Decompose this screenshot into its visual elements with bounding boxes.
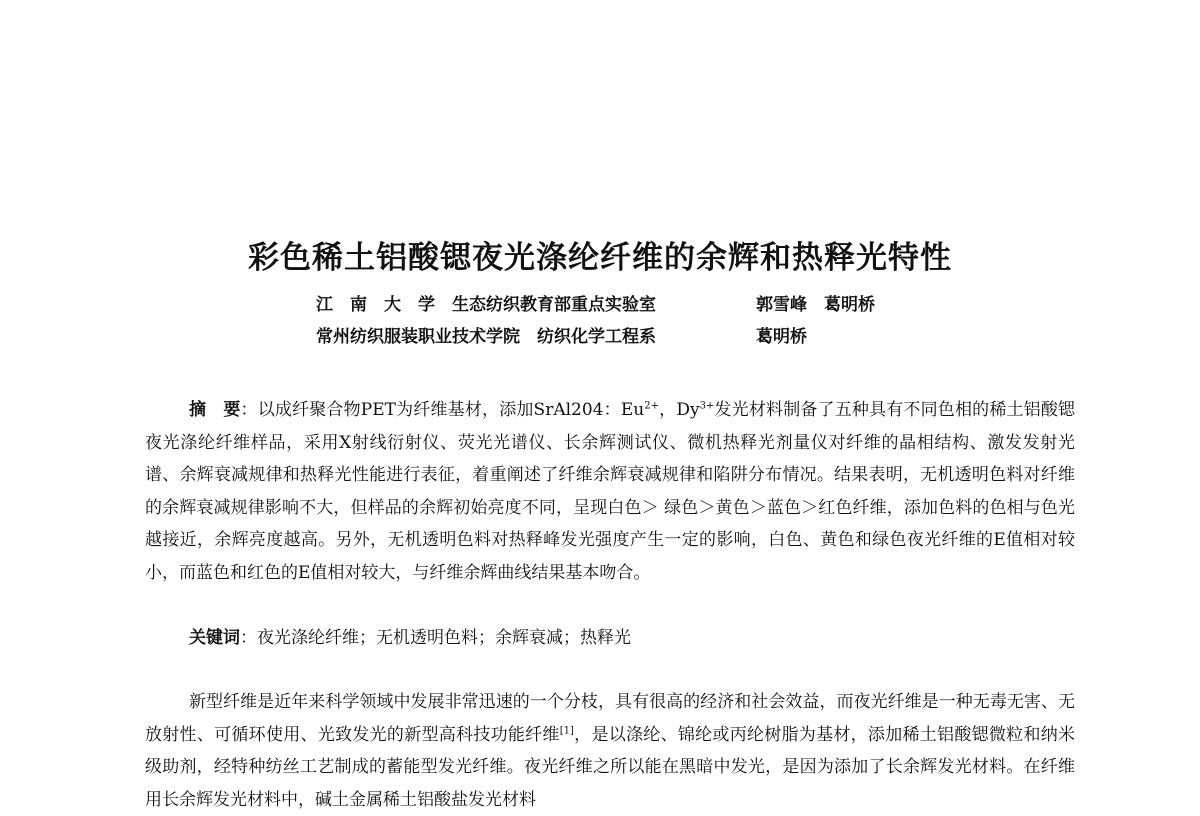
paper-title: 彩色稀土铝酸锶夜光涤纶纤维的余辉和热释光特性 xyxy=(248,240,952,276)
abstract-text: ，Dy xyxy=(658,400,700,420)
keywords-paragraph xyxy=(145,622,1075,655)
keywords-text: 夜光涤纶纤维；无机透明色料；余辉衰减；热释光 xyxy=(257,628,631,648)
affiliation-institution: 江 南 大 学 生态纺织教育部重点实验室 xyxy=(316,295,656,315)
affiliation-line-1 xyxy=(316,294,875,316)
superscript: 3+ xyxy=(699,400,715,412)
abstract-text: 以成纤聚合物PET为纤维基材，添加SrAl204：Eu xyxy=(257,400,645,420)
intro-text: ，是以涤纶、锦纶或丙纶树脂为基材，添加稀土铝酸锶微粒和纳米级助剂，经特种纺丝工艺制成的蓄能型发光纤维。夜光纤维之所以能在黑暗中发光，是因为添加了长余辉发光材料。在纤维用长余辉发光材料中，碱土金属稀土铝酸盐发光材料 xyxy=(145,724,1076,810)
affiliation-authors: 郭雪峰 葛明桥 xyxy=(756,295,875,315)
abstract-paragraph xyxy=(145,394,1075,589)
superscript: 2+ xyxy=(644,400,659,412)
affiliation-institution: 常州纺织服装职业技术学院 纺织化学工程系 xyxy=(316,327,656,347)
intro-text: 新型纤维是近年来科学领域中发展非常迅速的一个分枝，具有很高的经济和社会效益，而夜光纤维是一种无毒无害、无放射性、可循环使用、光致发光的新型高科技功能纤维 xyxy=(145,692,1075,745)
abstract-text: 发光材料制备了五种具有不同色相的稀土铝酸锶夜光涤纶纤维样品，采用X射线衍射仪、荧光光谱仪、长余辉测试仪、微机热释光剂量仪对纤维的晶相结构、激发发射光谱、余辉衰减规律和热释光性能进行表征，着重阐述了纤维余辉衰减规律和陷阱分布情况。结果表明，无机透明色料对纤维的余辉衰减规律影响不大，但样品的余辉初始亮度不同，呈现白色＞ 绿色＞黄色＞蓝色＞红色纤维，添加色料的色相与色光越接近，余辉亮度越高。另外，无机透明色料对热释峰发光强度产生一定的影响，白色、黄色和绿色夜光纤维的E值相对较小，而蓝色和红色的E值相对较大，与纤维余辉曲线结果基本吻合。 xyxy=(145,400,1076,583)
intro-paragraph xyxy=(145,686,1075,816)
affiliation-authors: 葛明桥 xyxy=(756,327,807,347)
keywords-separator: ： xyxy=(240,628,257,648)
abstract-label: 摘 要 xyxy=(189,400,241,420)
keywords-label: 关键词 xyxy=(189,628,240,648)
citation: [1] xyxy=(559,724,574,736)
affiliation-line-2 xyxy=(316,326,807,348)
abstract-separator: ： xyxy=(240,400,258,420)
